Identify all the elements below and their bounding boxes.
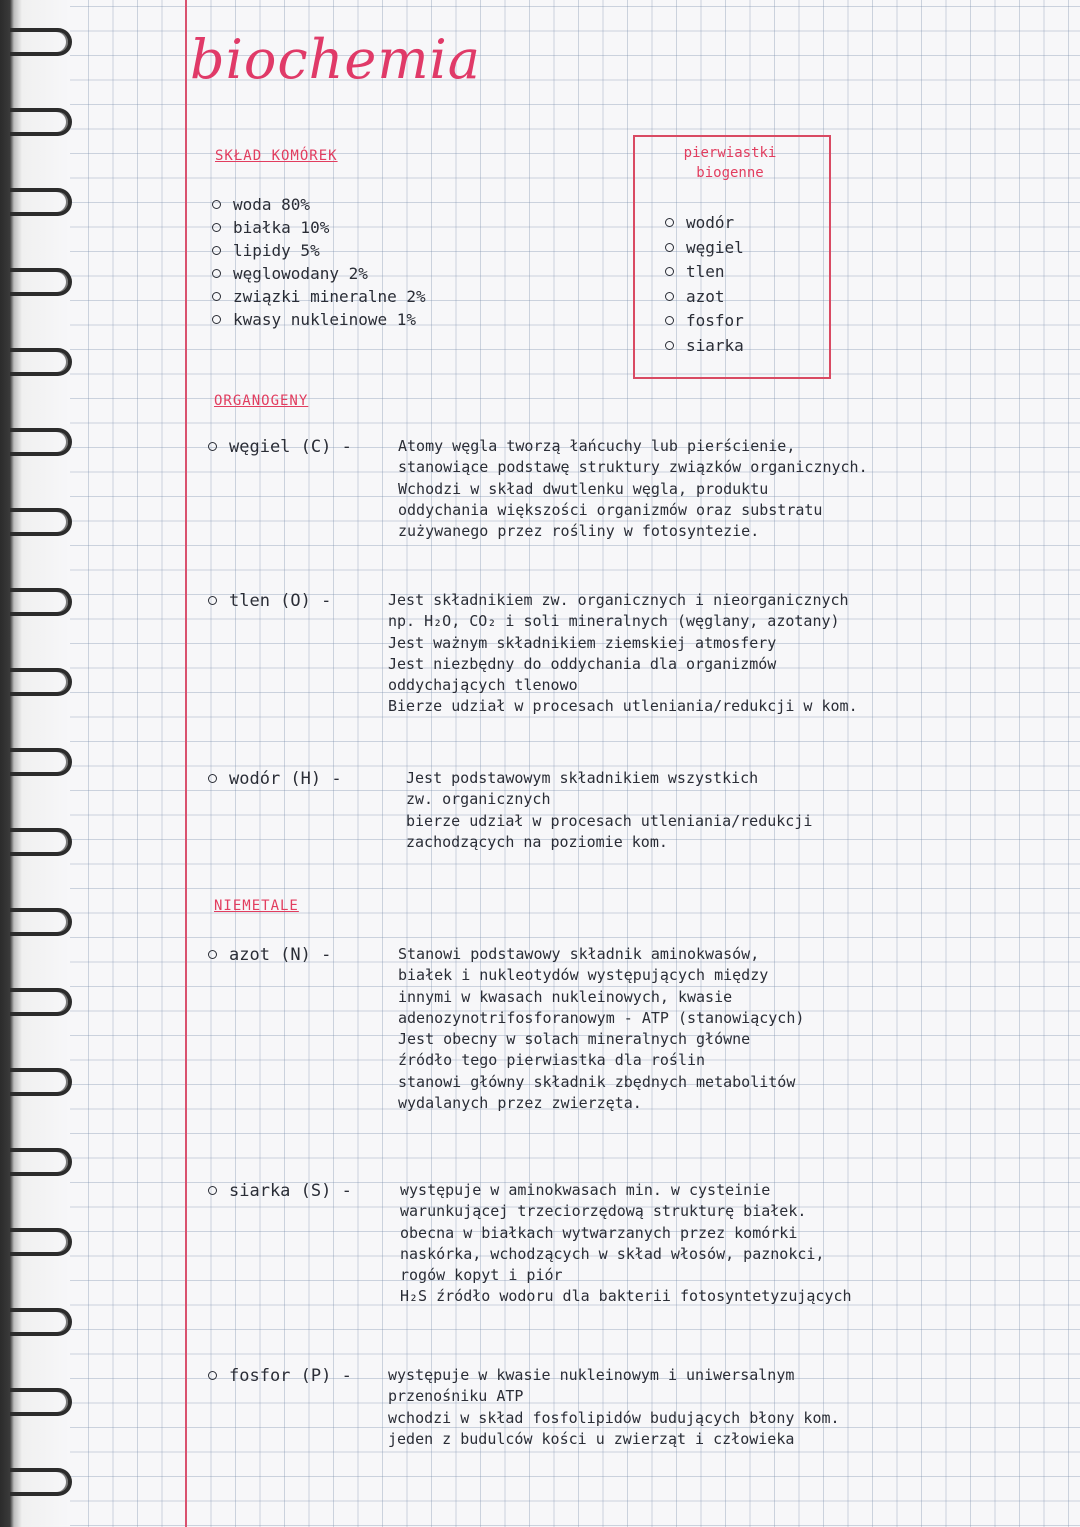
bullet-icon bbox=[208, 442, 217, 451]
description-line: obecna w białkach wytwarzanych przez komórki bbox=[400, 1223, 798, 1242]
description-line: występuje w kwasie nukleinowym i uniwersalnym bbox=[388, 1366, 795, 1384]
entry-term: węgiel (C) - bbox=[208, 436, 352, 458]
description-line: zużywanego przez rośliny w fotosyntezie. bbox=[398, 522, 760, 541]
binding-ring bbox=[10, 1068, 72, 1096]
bullet-icon bbox=[212, 315, 221, 324]
binding-ring bbox=[10, 188, 72, 216]
bullet-icon bbox=[208, 1186, 217, 1195]
description-line: Stanowi podstawowy składnik aminokwasów, bbox=[398, 945, 760, 963]
binding-ring bbox=[10, 1148, 72, 1176]
entry-term: siarka (S) - bbox=[208, 1180, 352, 1202]
bullet-icon bbox=[665, 316, 674, 325]
bullet-icon bbox=[212, 200, 221, 209]
binding-ring bbox=[10, 748, 72, 776]
binding-ring bbox=[10, 508, 72, 536]
bullet-icon bbox=[665, 243, 674, 252]
description-line: warunkującej trzeciorzędową strukturę białek. bbox=[400, 1202, 807, 1221]
binding-ring bbox=[10, 908, 72, 936]
description-line: innymi w kwasach nukleinowych, kwasie bbox=[398, 987, 733, 1006]
description-line: występuje w aminokwasach min. w cysteinie bbox=[400, 1181, 771, 1199]
description-line: Jest niezbędny do oddychania dla organizmów bbox=[388, 654, 777, 673]
list-item: kwasy nukleinowe 1% bbox=[212, 308, 426, 331]
list-item: wodór bbox=[665, 211, 744, 236]
entry-description bbox=[388, 1365, 1048, 1450]
binding-ring bbox=[10, 268, 72, 296]
description-line: Jest podstawowym składnikiem wszystkich bbox=[406, 769, 759, 787]
bullet-icon bbox=[665, 267, 674, 276]
list-item: siarka bbox=[665, 334, 744, 359]
description-line: np. H₂O, CO₂ i soli mineralnych (węglany, azotany) bbox=[388, 612, 840, 631]
description-line: Jest ważnym składnikiem ziemskiej atmosfery bbox=[388, 633, 777, 652]
list-item: azot bbox=[665, 285, 744, 310]
description-line: adenozynotrifosforanowym - ATP (stanowiących) bbox=[398, 1008, 805, 1027]
binding-ring bbox=[10, 588, 72, 616]
description-line: Atomy węgla tworzą łańcuchy lub pierścienie, bbox=[398, 437, 796, 455]
entry-description bbox=[400, 1180, 1060, 1308]
cell-composition-list bbox=[212, 193, 426, 331]
description-line: jeden z budulców kości u zwierząt i człowieka bbox=[388, 1429, 795, 1448]
biogenic-list bbox=[665, 211, 744, 358]
description-line: źródło tego pierwiastka dla roślin bbox=[398, 1051, 706, 1070]
entry-description bbox=[398, 944, 1058, 1114]
binding-ring bbox=[10, 348, 72, 376]
description-line: wydalanych przez zwierzęta. bbox=[398, 1094, 642, 1113]
entry-description bbox=[398, 436, 1058, 542]
bullet-icon bbox=[665, 341, 674, 350]
bullet-icon bbox=[212, 269, 221, 278]
entry-term: wodór (H) - bbox=[208, 768, 342, 790]
binding-ring bbox=[10, 28, 72, 56]
bullet-icon bbox=[212, 246, 221, 255]
description-line: bierze udział w procesach utleniania/redukcji bbox=[406, 811, 813, 830]
description-line: Bierze udział w procesach utleniania/redukcji w kom. bbox=[388, 697, 858, 716]
biogenic-box-title: pierwiastki biogenne bbox=[683, 145, 777, 181]
list-item: białka 10% bbox=[212, 216, 426, 239]
spiral-binding bbox=[0, 0, 70, 1527]
description-line: białek i nukleotydów występujących między bbox=[398, 966, 769, 985]
binding-ring bbox=[10, 828, 72, 856]
entry-term: tlen (O) - bbox=[208, 590, 331, 612]
description-line: oddychania większości organizmów oraz substratu bbox=[398, 500, 823, 519]
organogens-heading: ORGANOGENY bbox=[214, 393, 309, 409]
binding-ring bbox=[10, 1228, 72, 1256]
bullet-icon bbox=[665, 292, 674, 301]
list-item: lipidy 5% bbox=[212, 239, 426, 262]
binding-ring bbox=[10, 1388, 72, 1416]
description-line: zw. organicznych bbox=[406, 790, 551, 809]
bullet-icon bbox=[212, 223, 221, 232]
description-line: rogów kopyt i piór bbox=[400, 1266, 563, 1285]
list-item: fosfor bbox=[665, 309, 744, 334]
entry-description bbox=[388, 590, 1048, 718]
margin-line bbox=[185, 0, 187, 1527]
description-line: H₂S źródło wodoru dla bakterii fotosyntetyzujących bbox=[400, 1287, 852, 1306]
list-item: węglowodany 2% bbox=[212, 262, 426, 285]
description-line: oddychających tlenowo bbox=[388, 676, 578, 695]
bullet-icon bbox=[212, 292, 221, 301]
description-line: wchodzi w skład fosfolipidów budujących błony kom. bbox=[388, 1408, 840, 1427]
bullet-icon bbox=[208, 1371, 217, 1380]
entry-term: azot (N) - bbox=[208, 944, 331, 966]
entry-description bbox=[406, 768, 1066, 853]
binding-ring bbox=[10, 1468, 72, 1496]
binding-ring bbox=[10, 108, 72, 136]
binding-ring bbox=[10, 1308, 72, 1336]
list-item: związki mineralne 2% bbox=[212, 285, 426, 308]
description-line: stanowiące podstawę struktury związków organicznych. bbox=[398, 458, 868, 477]
cell-composition-heading: SKŁAD KOMÓREK bbox=[215, 148, 338, 164]
binding-ring bbox=[10, 668, 72, 696]
bullet-icon bbox=[208, 774, 217, 783]
description-line: stanowi główny składnik zbędnych metabolitów bbox=[398, 1072, 796, 1091]
description-line: zachodzących na poziomie kom. bbox=[406, 832, 668, 851]
bullet-icon bbox=[208, 950, 217, 959]
biogenic-elements-box bbox=[633, 135, 831, 379]
binding-ring bbox=[10, 988, 72, 1016]
list-item: tlen bbox=[665, 260, 744, 285]
binding-ring bbox=[10, 428, 72, 456]
description-line: Jest obecny w solach mineralnych główne bbox=[398, 1030, 751, 1049]
bullet-icon bbox=[665, 218, 674, 227]
bullet-icon bbox=[208, 596, 217, 605]
nonmetals-heading: NIEMETALE bbox=[214, 898, 299, 914]
description-line: Jest składnikiem zw. organicznych i nieorganicznych bbox=[388, 591, 849, 609]
description-line: naskórka, wchodzących w skład włosów, paznokci, bbox=[400, 1244, 825, 1263]
list-item: woda 80% bbox=[212, 193, 426, 216]
description-line: Wchodzi w skład dwutlenku węgla, produktu bbox=[398, 479, 769, 498]
page-title: biochemia bbox=[190, 28, 481, 91]
description-line: przenośniku ATP bbox=[388, 1387, 524, 1406]
list-item: węgiel bbox=[665, 236, 744, 261]
entry-term: fosfor (P) - bbox=[208, 1365, 352, 1387]
